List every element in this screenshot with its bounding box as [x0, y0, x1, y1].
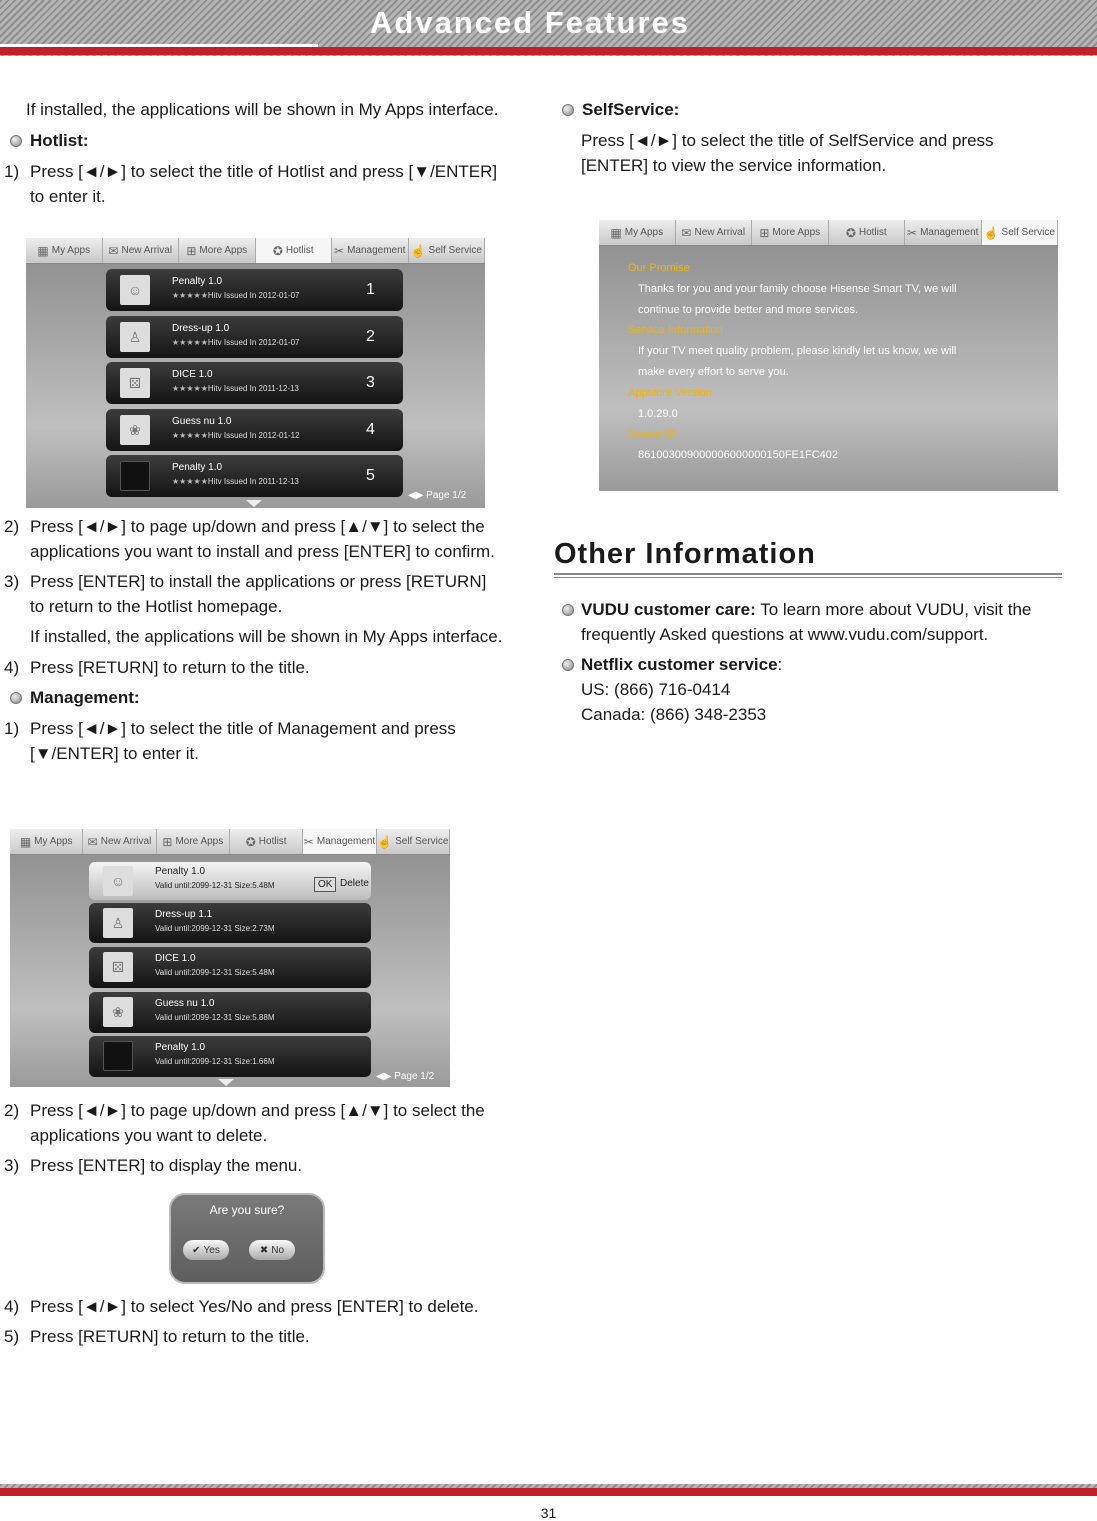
list-item[interactable]: Penalty 1.0 Valid until:2099-12-31 Size:1.66M — [89, 1036, 371, 1077]
tab-more-apps[interactable]: ⊞ More Apps — [179, 238, 256, 263]
selfservice-heading: SelfService: — [556, 97, 1059, 122]
hotlist-step-3: 3) Press [ENTER] to install the applications or press [RETURN] to return to the Hotlist homepage. — [4, 572, 487, 616]
tab-self-service[interactable]: ☝ Self Service — [377, 829, 450, 854]
section-rule — [554, 573, 1062, 578]
promise-heading: Our Promise — [628, 262, 690, 274]
tab-new-arrival[interactable]: ✉ New Arrival — [103, 238, 180, 263]
list-item[interactable]: ♙ Dress-up 1.1 Valid until:2099-12-31 Size:2.73M — [89, 903, 371, 943]
app-icon: ☺ — [120, 275, 150, 305]
list-item[interactable]: ❀ Guess nu 1.0 Valid until:2099-12-31 Size:5.88M — [89, 992, 371, 1033]
dialog-question: Are you sure? — [209, 1203, 285, 1217]
pager[interactable]: ◀▶ Page 1/2 — [376, 1071, 435, 1082]
pager[interactable]: ◀▶ Page 1/2 — [408, 490, 467, 501]
service-heading: Service Information — [628, 324, 723, 337]
left-column-4 — [4, 1294, 504, 1354]
tab-self-service[interactable]: ☝ Self Service — [982, 220, 1059, 245]
tab-my-apps[interactable]: ▦ My Apps — [26, 238, 103, 263]
app-icon: ♙ — [120, 322, 150, 352]
page-number: 31 — [540, 1505, 557, 1521]
app-icon: ♙ — [103, 908, 133, 938]
right-column — [556, 97, 1059, 184]
hotlist-step-4: 4) Press [RETURN] to return to the title. — [4, 658, 310, 677]
page-title: Advanced Features — [370, 5, 690, 40]
tab-management[interactable]: ✂ Management — [905, 220, 982, 245]
left-column — [4, 97, 504, 214]
bullet-icon — [10, 692, 22, 704]
management-step-5: 5) Press [RETURN] to return to the title. — [4, 1327, 310, 1346]
check-icon: ✔ — [192, 1244, 201, 1256]
tab-bar — [10, 829, 450, 855]
tab-my-apps[interactable]: ▦ My Apps — [599, 220, 676, 245]
list-item[interactable]: ⚄ DICE 1.0 ★★★★★Hitv Issued In 2011-12-13 3 — [106, 362, 403, 404]
selfservice-info: Our Promise Thanks for you and your family choose Hisense Smart TV, we will continue to provide better and more services. Service Information If your TV meet quality problem, please kindly let us know, we will make every effort to serve you. Appstore Version 1.0.29.0 Device ID 861003009000006000000150FE1FC402 — [628, 258, 957, 466]
other-info-section — [554, 538, 1062, 578]
device-id: 861003009000006000000150FE1FC402 — [638, 449, 839, 462]
list-item[interactable]: ♙ Dress-up 1.0 ★★★★★Hitv Issued In 2012-01-07 2 — [106, 316, 403, 358]
management-step-3: 3) Press [ENTER] to display the menu. — [4, 1156, 303, 1175]
management-step-1: 1) Press [◄/►] to select the title of Management and press [▼/ENTER] to enter it. — [4, 719, 456, 763]
management-step-4: 4) Press [◄/►] to select Yes/No and press [ENTER] to delete. — [4, 1297, 479, 1316]
no-button[interactable]: ✖ No — [249, 1240, 295, 1260]
bullet-icon — [562, 604, 574, 616]
list-item-selected[interactable]: ☺ Penalty 1.0 Valid until:2099-12-31 Size:5.48M OK Delete — [89, 862, 371, 900]
vudu-info: VUDU customer care: To learn more about VUDU, visit the frequently Asked questions at www.vudu.com/support. — [556, 597, 1059, 647]
intro-text: If installed, the applications will be shown in My Apps interface. — [26, 100, 499, 119]
app-icon: ❀ — [103, 997, 133, 1027]
list-item[interactable]: Penalty 1.0 ★★★★★Hitv Issued In 2011-12-13 5 — [106, 455, 403, 497]
app-icon: ⚄ — [120, 368, 150, 398]
hotlist-step-2: 2) Press [◄/►] to page up/down and press [▲/▼] to select the applications you want to install and press [ENTER] to confirm. — [4, 517, 495, 561]
device-heading: Device ID — [628, 428, 676, 441]
netflix-us: US: (866) 716-0414 — [581, 680, 731, 699]
selfservice-screenshot — [599, 220, 1058, 491]
scroll-down-icon[interactable] — [218, 1079, 234, 1086]
left-column-2 — [4, 514, 504, 771]
hotlist-step-1: 1) Press [◄/►] to select the title of Hotlist and press [▼/ENTER] to enter it. — [4, 162, 498, 206]
yes-button[interactable]: ✔ Yes — [183, 1240, 229, 1260]
tab-self-service[interactable]: ☝ Self Service — [409, 238, 486, 263]
list-item[interactable]: ❀ Guess nu 1.0 ★★★★★Hitv Issued In 2012-01-12 4 — [106, 409, 403, 451]
close-icon: ✖ — [259, 1244, 269, 1256]
app-icon: ☺ — [103, 866, 133, 896]
bullet-icon — [562, 659, 574, 671]
confirm-dialog — [169, 1193, 325, 1284]
tab-new-arrival[interactable]: ✉ New Arrival — [83, 829, 156, 854]
app-icon: ❀ — [120, 415, 150, 445]
management-heading: Management: — [4, 685, 504, 710]
tab-new-arrival[interactable]: ✉ New Arrival — [676, 220, 753, 245]
tab-bar — [26, 238, 485, 264]
delete-button[interactable]: Delete — [340, 878, 369, 889]
header-red-stripe — [0, 47, 1097, 55]
management-screenshot — [10, 829, 450, 1087]
version-heading: Appstore Version — [628, 386, 712, 399]
version-value: 1.0.29.0 — [638, 407, 678, 420]
section-title: Other Information — [554, 538, 816, 570]
netflix-info: Netflix customer service: US: (866) 716-0414 Canada: (866) 348-2353 — [556, 652, 1059, 727]
list-item[interactable]: ⚄ DICE 1.0 Valid until:2099-12-31 Size:5.48M — [89, 947, 371, 988]
bullet-icon — [562, 104, 574, 116]
ok-button[interactable]: OK — [314, 877, 336, 892]
tab-hotlist[interactable]: ✪ Hotlist — [230, 829, 303, 854]
selfservice-text: Press [◄/►] to select the title of SelfService and press [ENTER] to view the service information. — [581, 131, 994, 175]
management-step-2: 2) Press [◄/►] to page up/down and press [▲/▼] to select the applications you want to delete. — [4, 1101, 485, 1145]
app-icon — [120, 461, 150, 491]
tab-management[interactable]: ✂ Management — [303, 829, 376, 854]
left-column-3 — [4, 1098, 504, 1183]
hotlist-heading: Hotlist: — [4, 128, 504, 153]
header-bar — [0, 0, 1097, 56]
bullet-icon — [10, 135, 22, 147]
list-item[interactable]: ☺ Penalty 1.0 ★★★★★Hitv Issued In 2012-01-07 1 — [106, 269, 403, 311]
netflix-canada: Canada: (866) 348-2353 — [581, 705, 767, 724]
tab-my-apps[interactable]: ▦ My Apps — [10, 829, 83, 854]
tab-hotlist[interactable]: ✪ Hotlist — [829, 220, 906, 245]
tab-more-apps[interactable]: ⊞ More Apps — [752, 220, 829, 245]
tab-hotlist[interactable]: ✪ Hotlist — [256, 238, 333, 263]
tab-bar — [599, 220, 1058, 246]
hotlist-step-3-note: If installed, the applications will be shown in My Apps interface. — [30, 627, 503, 646]
hotlist-screenshot — [26, 238, 485, 508]
app-icon — [103, 1041, 133, 1071]
tab-more-apps[interactable]: ⊞ More Apps — [157, 829, 230, 854]
right-column-2 — [556, 597, 1059, 727]
tab-management[interactable]: ✂ Management — [332, 238, 409, 263]
scroll-down-icon[interactable] — [246, 500, 262, 507]
app-icon: ⚄ — [103, 952, 133, 982]
footer-red-stripe — [0, 1488, 1097, 1496]
